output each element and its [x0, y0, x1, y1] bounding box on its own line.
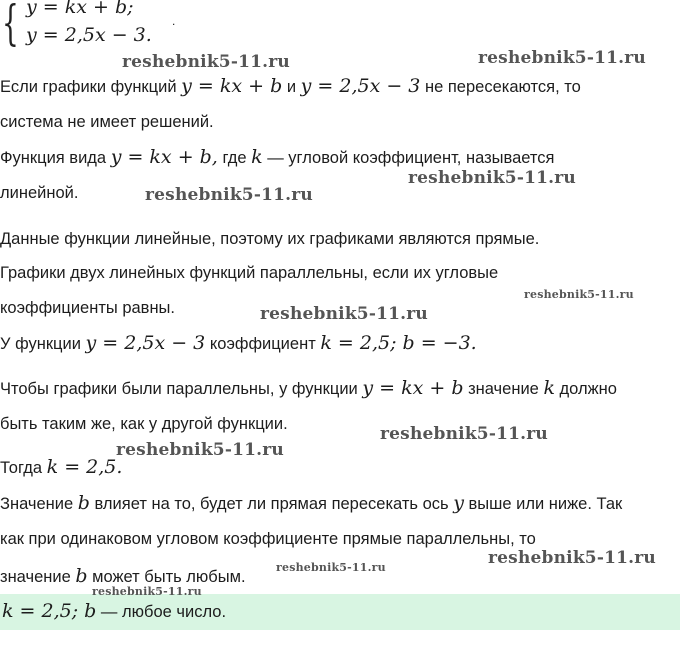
paragraph-3: Данные функции линейные, поэтому их графиками являются прямые. — [0, 230, 540, 248]
paragraph-6-line-2: быть таким же, как у другой функции. — [0, 415, 288, 433]
paragraph-1-line-2: система не имеет решений. — [0, 113, 214, 131]
equation-1: y = kx + b; — [26, 0, 134, 18]
watermark: reshebnik5-11.ru — [380, 424, 548, 444]
watermark: reshebnik5-11.ru — [408, 168, 576, 188]
paragraph-6-line-1: Чтобы графики были параллельны, у функции y = kx + b значение k должно — [0, 377, 617, 399]
paragraph-7: Тогда k = 2,5. — [0, 456, 123, 478]
watermark: reshebnik5-11.ru — [116, 440, 284, 460]
watermark: reshebnik5-11.ru — [260, 304, 428, 324]
paragraph-1-line-1: Если графики функций y = kx + b и y = 2,5x − 3 не пересекаются, то — [0, 75, 581, 97]
answer-box — [0, 594, 680, 630]
paragraph-4-line-1: Графики двух линейных функций параллельны, если их угловые — [0, 264, 499, 282]
stray-dot: . — [172, 14, 176, 28]
watermark: reshebnik5-11.ru — [478, 48, 646, 68]
watermark: reshebnik5-11.ru — [276, 561, 386, 574]
watermark: reshebnik5-11.ru — [92, 585, 202, 598]
paragraph-2-line-1: Функция вида y = kx + b, где k — угловой коэффициент, называется — [0, 146, 555, 168]
left-brace: { — [2, 0, 19, 51]
watermark: reshebnik5-11.ru — [145, 185, 313, 205]
watermark: reshebnik5-11.ru — [488, 548, 656, 568]
paragraph-5: У функции y = 2,5x − 3 коэффициент k = 2,5; b = −3. — [0, 332, 477, 354]
paragraph-4-line-2: коэффициенты равны. — [0, 299, 175, 317]
paragraph-2-line-2: линейной. — [0, 184, 79, 202]
answer-text: k = 2,5; b — любое число. — [2, 600, 227, 622]
equation-system — [0, 0, 200, 54]
paragraph-8-line-1: Значение b влияет на то, будет ли прямая пересекать ось y выше или ниже. Так — [0, 492, 623, 514]
watermark: reshebnik5-11.ru — [122, 52, 290, 72]
paragraph-8-line-2: как при одинаковом угловом коэффициенте прямые параллельны, то — [0, 530, 536, 548]
equation-2: y = 2,5x − 3. — [26, 24, 152, 46]
watermark: reshebnik5-11.ru — [524, 288, 634, 301]
paragraph-8-line-3: значение b может быть любым. — [0, 565, 246, 587]
